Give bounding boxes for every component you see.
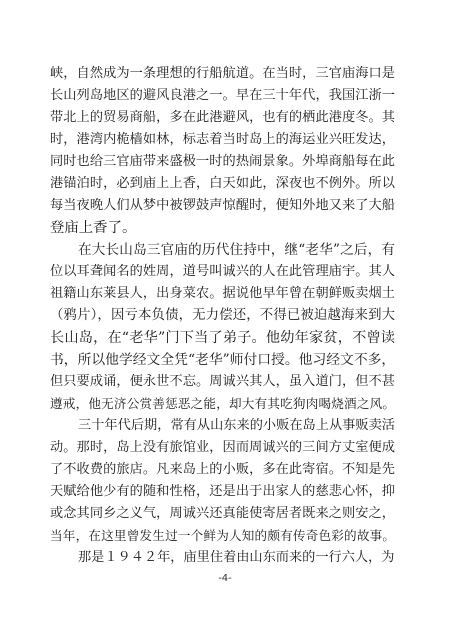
- body-line: 登庙上香了。: [50, 220, 137, 236]
- body-line: 峡，自然成为一条理想的行船航道。在当时，三官庙海口是: [50, 66, 395, 81]
- body-line: 当年，在这里曾发生过一个鲜为人知的颇有传奇色彩的故事。: [50, 528, 395, 543]
- body-line: 带北上的贸易商船，多在此港避风，也有的栖此港度冬。其: [50, 110, 395, 125]
- body-line: 时，港湾内桅樯如林，标志着当时岛上的海运业兴旺发达，: [50, 132, 395, 147]
- body-line: 长山岛，在“老华”门下当了弟子。他幼年家贫，不曾读: [50, 330, 395, 346]
- body-line: 位以耳聋闻名的姓周，道号叫诚兴的人在此管理庙宇。其人: [50, 264, 395, 279]
- body-line: 书，所以他学经文全凭“老华”师付口授。他习经文不多，: [50, 352, 396, 368]
- body-line: 天赋给他少有的随和性格，还是出于出家人的慈悲心怀，抑: [50, 484, 395, 499]
- body-line: 祖籍山东莱县人，出身菜农。据说他早年曾在朝鲜贩卖烟土: [50, 286, 395, 301]
- body-line: 港锚泊时，必到庙上上香，白天如此，深夜也不例外。所以: [50, 176, 395, 191]
- body-line: 了不收费的旅店。凡来岛上的小贩，多在此寄宿。不知是先: [50, 462, 395, 477]
- body-line: 或念其同乡之义气，周诚兴还真能使寄居者既来之则安之，: [50, 506, 395, 521]
- body-line: 遵戒，他无济公赏善惩恶之能，却大有其吃狗肉喝烧酒之风。: [50, 396, 395, 411]
- body-line: 那是１９４２年，庙里住着由山东而来的一行六人，为: [78, 550, 395, 565]
- body-line: 但只要成诵，便永世不忘。周诚兴其人，虽入道门，但不甚: [50, 374, 395, 389]
- body-line: 长山列岛地区的避风良港之一。早在三十年代，我国江浙一: [50, 88, 395, 103]
- body-line: （鸦片），因亏本负债，无力偿还，不得已被迫越海来到大: [50, 308, 395, 323]
- page-number: -4-: [218, 573, 232, 584]
- body-line: 动。那时，岛上没有旅馆业，因而周诚兴的三间方丈室便成: [50, 440, 395, 455]
- body-line: 同时也给三官庙带来盛极一时的热闹景象。外埠商船每在此: [50, 154, 395, 169]
- body-line: 在大长山岛三官庙的历代住持中，继“老华”之后，有: [78, 242, 395, 258]
- body-line: 三十年代后期，常有从山东来的小贩在岛上从事贩卖活: [78, 418, 395, 433]
- body-line: 每当夜晚人们从梦中被锣鼓声惊醒时，便知外地又来了大船: [50, 198, 395, 213]
